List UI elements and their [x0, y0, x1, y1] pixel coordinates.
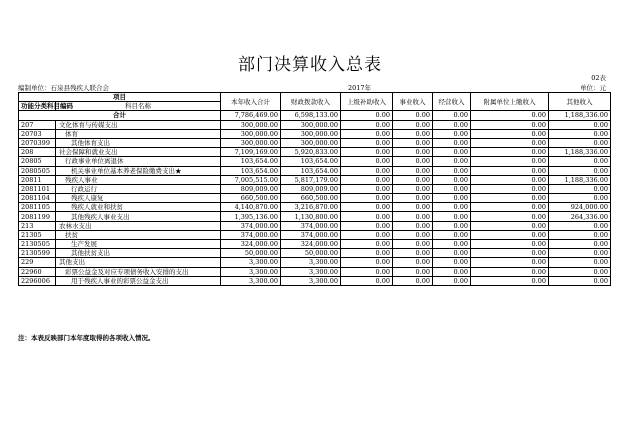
row-value: 3,300.00 — [221, 276, 281, 285]
row-value: 0.00 — [341, 230, 393, 239]
row-value: 0.00 — [433, 120, 471, 129]
row-value: 0.00 — [549, 267, 611, 276]
row-value: 1,188,336.00 — [549, 148, 611, 157]
row-value: 0.00 — [549, 138, 611, 147]
row-code: 207 — [19, 120, 56, 129]
row-value: 0.00 — [393, 249, 433, 258]
row-value: 0.00 — [471, 175, 549, 184]
row-value: 0.00 — [393, 276, 433, 285]
row-value: 300,000.00 — [221, 129, 281, 138]
table-row — [19, 138, 611, 147]
row-name: 残疾人事业 — [56, 175, 221, 184]
row-value: 0.00 — [549, 157, 611, 166]
row-value: 0.00 — [341, 166, 393, 175]
row-value: 924,000.00 — [549, 203, 611, 212]
row-code: 20703 — [19, 129, 56, 138]
row-value: 0.00 — [471, 258, 549, 267]
row-value: 103,654.00 — [281, 166, 341, 175]
row-value: 0.00 — [393, 138, 433, 147]
row-name: 其他扶贫支出 — [56, 249, 221, 258]
header-code: 功能分类科目编码 — [19, 102, 56, 111]
table-row — [19, 194, 611, 203]
row-value: 0.00 — [433, 166, 471, 175]
row-value: 0.00 — [471, 240, 549, 249]
row-value: 0.00 — [341, 203, 393, 212]
row-code: 208 — [19, 148, 56, 157]
row-value: 0.00 — [393, 129, 433, 138]
row-value: 0.00 — [433, 184, 471, 193]
row-value: 0.00 — [549, 129, 611, 138]
table-row — [19, 240, 611, 249]
row-value: 1,395,136.00 — [221, 212, 281, 221]
row-value: 0.00 — [549, 166, 611, 175]
row-value: 0.00 — [433, 258, 471, 267]
row-value: 0.00 — [393, 203, 433, 212]
row-value: 0.00 — [393, 240, 433, 249]
money-unit: 单位：元 — [580, 84, 606, 92]
header-col-fiscal: 财政拨款收入 — [281, 93, 341, 111]
header-col-operating: 经营收入 — [433, 93, 471, 111]
row-value: 0.00 — [433, 221, 471, 230]
table-row — [19, 267, 611, 276]
row-code: 229 — [19, 258, 56, 267]
row-value: 0.00 — [433, 148, 471, 157]
row-value: 300,000.00 — [281, 120, 341, 129]
row-value: 0.00 — [471, 194, 549, 203]
row-value: 0.00 — [471, 212, 549, 221]
row-value: 0.00 — [341, 138, 393, 147]
row-code: 21305 — [19, 230, 56, 239]
footnote: 注：本表反映部门本年度取得的各项收入情况。 — [18, 334, 155, 342]
row-value: 0.00 — [549, 120, 611, 129]
row-name: 生产发展 — [56, 240, 221, 249]
row-value: 0.00 — [341, 175, 393, 184]
header-col-business: 事业收入 — [393, 93, 433, 111]
total-label: 合计 — [19, 111, 221, 120]
total-value: 7,786,469.00 — [221, 111, 281, 120]
row-value: 0.00 — [393, 184, 433, 193]
row-value: 0.00 — [433, 194, 471, 203]
row-value: 0.00 — [549, 249, 611, 258]
row-value: 0.00 — [341, 157, 393, 166]
table-row — [19, 258, 611, 267]
row-value: 0.00 — [549, 240, 611, 249]
row-value: 809,009.00 — [221, 184, 281, 193]
row-value: 374,000.00 — [281, 230, 341, 239]
row-value: 0.00 — [393, 230, 433, 239]
row-value: 300,000.00 — [281, 129, 341, 138]
table-row — [19, 175, 611, 184]
row-value: 0.00 — [549, 230, 611, 239]
row-value: 0.00 — [433, 129, 471, 138]
row-value: 0.00 — [471, 221, 549, 230]
row-name: 体育 — [56, 129, 221, 138]
row-value: 374,000.00 — [221, 230, 281, 239]
table-row — [19, 221, 611, 230]
row-value: 5,817,179.00 — [281, 175, 341, 184]
page-title: 部门决算收入总表 — [238, 55, 382, 75]
row-value: 0.00 — [433, 249, 471, 258]
row-value: 0.00 — [341, 267, 393, 276]
row-value: 0.00 — [393, 267, 433, 276]
row-value: 0.00 — [393, 258, 433, 267]
header-item: 项目 — [19, 93, 221, 102]
row-value: 0.00 — [433, 230, 471, 239]
row-name: 其他支出 — [56, 258, 221, 267]
total-value: 1,188,336.00 — [549, 111, 611, 120]
row-code: 2296006 — [19, 276, 56, 285]
row-value: 0.00 — [471, 157, 549, 166]
table-row — [19, 120, 611, 129]
row-value: 103,654.00 — [221, 157, 281, 166]
row-value: 0.00 — [393, 221, 433, 230]
row-value: 0.00 — [393, 175, 433, 184]
row-value: 0.00 — [393, 166, 433, 175]
row-value: 3,300.00 — [281, 267, 341, 276]
row-code: 2081199 — [19, 212, 56, 221]
row-value: 1,130,800.00 — [281, 212, 341, 221]
row-value: 0.00 — [341, 240, 393, 249]
row-value: 0.00 — [471, 138, 549, 147]
row-value: 0.00 — [393, 157, 433, 166]
row-value: 5,920,833.00 — [281, 148, 341, 157]
total-value: 0.00 — [433, 111, 471, 120]
meta-bar — [18, 83, 606, 92]
row-value: 0.00 — [341, 148, 393, 157]
row-code: 20805 — [19, 157, 56, 166]
row-value: 0.00 — [341, 184, 393, 193]
row-value: 0.00 — [549, 184, 611, 193]
row-value: 7,109,169.00 — [221, 148, 281, 157]
row-value: 0.00 — [549, 194, 611, 203]
row-value: 660,500.00 — [281, 194, 341, 203]
row-value: 4,140,870.00 — [221, 203, 281, 212]
row-name: 用于残疾人事业的彩票公益金支出 — [56, 276, 221, 285]
row-value: 1,188,336.00 — [549, 175, 611, 184]
row-name: 彩票公益金及对应专项债务收入安排的支出 — [56, 267, 221, 276]
row-name: 文化体育与传媒支出 — [56, 120, 221, 129]
table-row — [19, 249, 611, 258]
row-value: 3,300.00 — [281, 258, 341, 267]
table-row — [19, 166, 611, 175]
row-value: 3,216,870.00 — [281, 203, 341, 212]
row-value: 0.00 — [549, 221, 611, 230]
total-value: 0.00 — [471, 111, 549, 120]
row-value: 300,000.00 — [221, 138, 281, 147]
row-value: 0.00 — [433, 175, 471, 184]
row-name: 扶贫 — [56, 230, 221, 239]
row-value: 374,000.00 — [221, 221, 281, 230]
row-value: 0.00 — [471, 203, 549, 212]
row-value: 0.00 — [393, 120, 433, 129]
row-value: 0.00 — [433, 138, 471, 147]
row-value: 0.00 — [393, 212, 433, 221]
report-year: 2017年 — [348, 84, 372, 92]
row-value: 300,000.00 — [281, 138, 341, 147]
row-value: 0.00 — [471, 249, 549, 258]
table-row — [19, 148, 611, 157]
row-value: 0.00 — [433, 157, 471, 166]
income-summary-table — [18, 92, 611, 286]
table-row — [19, 184, 611, 193]
row-value: 3,300.00 — [221, 267, 281, 276]
row-value: 103,654.00 — [281, 157, 341, 166]
row-code: 2081101 — [19, 184, 56, 193]
row-value: 0.00 — [433, 240, 471, 249]
row-value: 0.00 — [341, 249, 393, 258]
row-value: 0.00 — [341, 129, 393, 138]
table-body — [19, 111, 611, 286]
row-value: 3,300.00 — [281, 276, 341, 285]
total-value: 6,598,133.00 — [281, 111, 341, 120]
row-value: 0.00 — [471, 230, 549, 239]
row-value: 660,500.00 — [221, 194, 281, 203]
row-code: 213 — [19, 221, 56, 230]
table-row — [19, 129, 611, 138]
row-value: 0.00 — [471, 148, 549, 157]
row-value: 0.00 — [471, 129, 549, 138]
row-code: 2080505 — [19, 166, 56, 175]
table-row — [19, 212, 611, 221]
row-code: 2081104 — [19, 194, 56, 203]
row-value: 324,000.00 — [221, 240, 281, 249]
header-col-total: 本年收入合计 — [221, 93, 281, 111]
row-code: 2070399 — [19, 138, 56, 147]
row-value: 3,300.00 — [221, 258, 281, 267]
row-code: 2081105 — [19, 203, 56, 212]
row-value: 324,000.00 — [281, 240, 341, 249]
row-value: 7,005,515.00 — [221, 175, 281, 184]
row-name: 其他体育支出 — [56, 138, 221, 147]
row-value: 374,000.00 — [281, 221, 341, 230]
row-value: 103,654.00 — [221, 166, 281, 175]
table-row — [19, 230, 611, 239]
row-value: 0.00 — [471, 267, 549, 276]
form-number: 02表 — [591, 74, 606, 82]
row-name: 残疾人就业和扶贫 — [56, 203, 221, 212]
reporting-unit: 编制单位：石泉县残疾人联合会 — [18, 84, 109, 92]
header-name: 科目名称 — [56, 102, 221, 111]
row-value: 0.00 — [393, 194, 433, 203]
row-value: 0.00 — [341, 120, 393, 129]
header-col-affiliated: 附属单位上缴收入 — [471, 93, 549, 111]
total-value: 0.00 — [393, 111, 433, 120]
row-code: 22960 — [19, 267, 56, 276]
row-value: 0.00 — [341, 194, 393, 203]
row-name: 农林水支出 — [56, 221, 221, 230]
row-value: 0.00 — [433, 267, 471, 276]
row-value: 50,000.00 — [221, 249, 281, 258]
row-value: 0.00 — [549, 276, 611, 285]
row-value: 0.00 — [433, 203, 471, 212]
row-value: 0.00 — [471, 184, 549, 193]
row-name: 机关事业单位基本养老保险缴费支出★ — [56, 166, 221, 175]
total-value: 0.00 — [341, 111, 393, 120]
row-name: 社会保障和就业支出 — [56, 148, 221, 157]
row-value: 0.00 — [393, 148, 433, 157]
header-col-superior: 上级补助收入 — [341, 93, 393, 111]
row-value: 809,009.00 — [281, 184, 341, 193]
row-name: 行政事业单位离退休 — [56, 157, 221, 166]
row-code: 20811 — [19, 175, 56, 184]
total-row — [19, 111, 611, 120]
table-row — [19, 276, 611, 285]
row-value: 0.00 — [341, 212, 393, 221]
row-value: 0.00 — [433, 276, 471, 285]
row-value: 0.00 — [549, 258, 611, 267]
row-value: 264,336.00 — [549, 212, 611, 221]
row-name: 行政运行 — [56, 184, 221, 193]
row-code: 2130505 — [19, 240, 56, 249]
row-code: 2130599 — [19, 249, 56, 258]
row-value: 0.00 — [341, 276, 393, 285]
row-value: 0.00 — [433, 212, 471, 221]
row-name: 其他残疾人事业支出 — [56, 212, 221, 221]
table-row — [19, 203, 611, 212]
row-value: 0.00 — [341, 258, 393, 267]
row-value: 0.00 — [471, 120, 549, 129]
row-value: 0.00 — [471, 276, 549, 285]
header-col-other: 其他收入 — [549, 93, 611, 111]
table-row — [19, 157, 611, 166]
row-value: 0.00 — [471, 166, 549, 175]
row-value: 0.00 — [341, 221, 393, 230]
row-value: 50,000.00 — [281, 249, 341, 258]
row-name: 残疾人康复 — [56, 194, 221, 203]
row-value: 300,000.00 — [221, 120, 281, 129]
